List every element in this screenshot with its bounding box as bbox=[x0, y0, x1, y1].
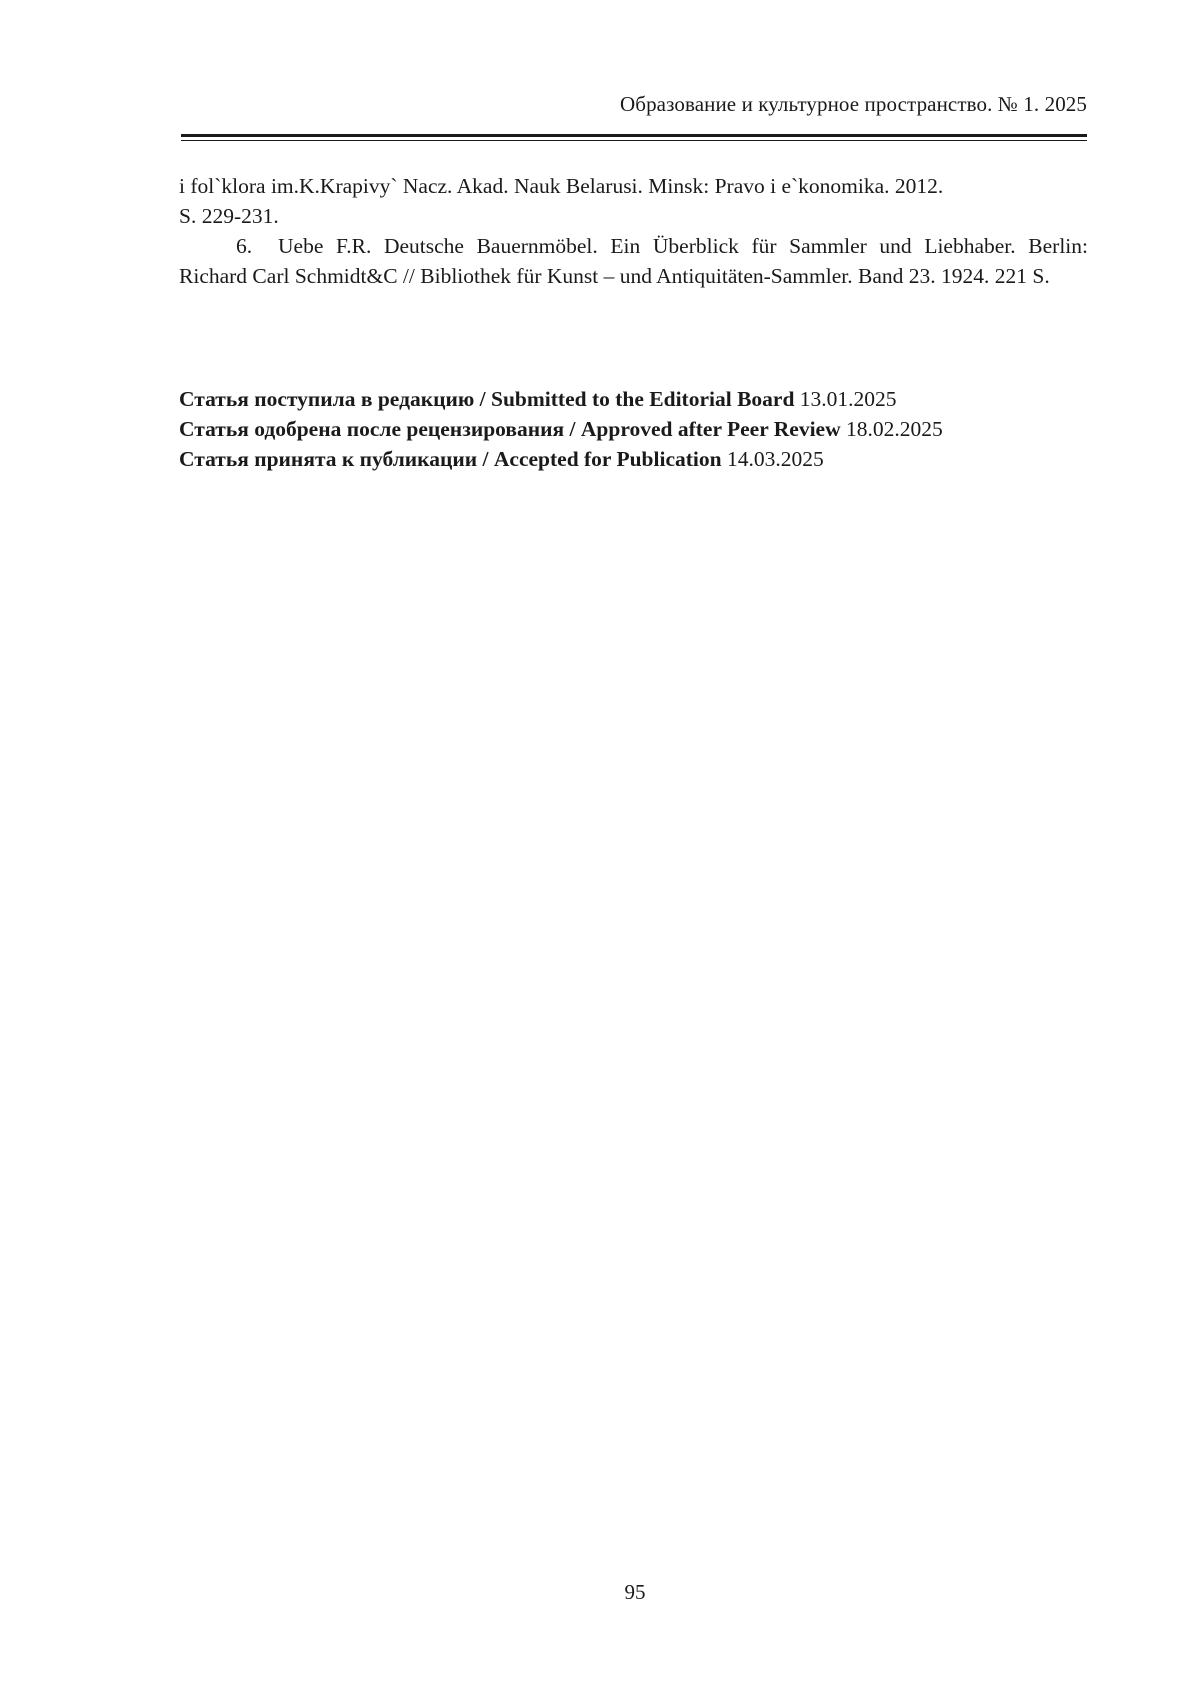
reference-continuation-line1: i fol`klora im.K.Krapivy` Nacz. Akad. Nauk Belarusi. Minsk: Pravo i e`konomika. 2012. bbox=[179, 174, 944, 198]
submitted-label: Статья поступила в редакцию / Submitted to the Editorial Board bbox=[179, 387, 795, 411]
accepted-label: Статья принята к публикации / Accepted for Publication bbox=[179, 447, 722, 471]
submitted-date: 13.01.2025 bbox=[799, 387, 897, 411]
references-section bbox=[179, 171, 1088, 291]
accepted-date: 14.03.2025 bbox=[726, 447, 824, 471]
publication-dates bbox=[179, 384, 943, 474]
approved-date: 18.02.2025 bbox=[845, 417, 943, 441]
reference-continuation-line2: S. 229-231. bbox=[179, 204, 279, 228]
reference-continuation bbox=[179, 171, 1088, 231]
accepted-date-line bbox=[179, 444, 943, 474]
submitted-date-line bbox=[179, 384, 943, 414]
reference-item-6 bbox=[179, 231, 1088, 291]
reference-number: 6. bbox=[236, 234, 253, 258]
page-number: 95 bbox=[624, 1580, 646, 1604]
approved-label: Статья одобрена после рецензирования / Approved after Peer Review bbox=[179, 417, 841, 441]
approved-date-line bbox=[179, 414, 943, 444]
reference-text: Uebe F.R. Deutsche Bauernmöbel. Ein Überblick für Sammler und Liebhaber. Berlin: Richard Carl Schmidt&C // Bibliothek für Kunst – und Antiquitäten-Sammler. Band 23. 1924. 221 S. bbox=[179, 234, 1088, 288]
header-double-rule bbox=[181, 134, 1087, 141]
running-header: Образование и культурное пространство. № 1. 2025 bbox=[620, 92, 1087, 116]
